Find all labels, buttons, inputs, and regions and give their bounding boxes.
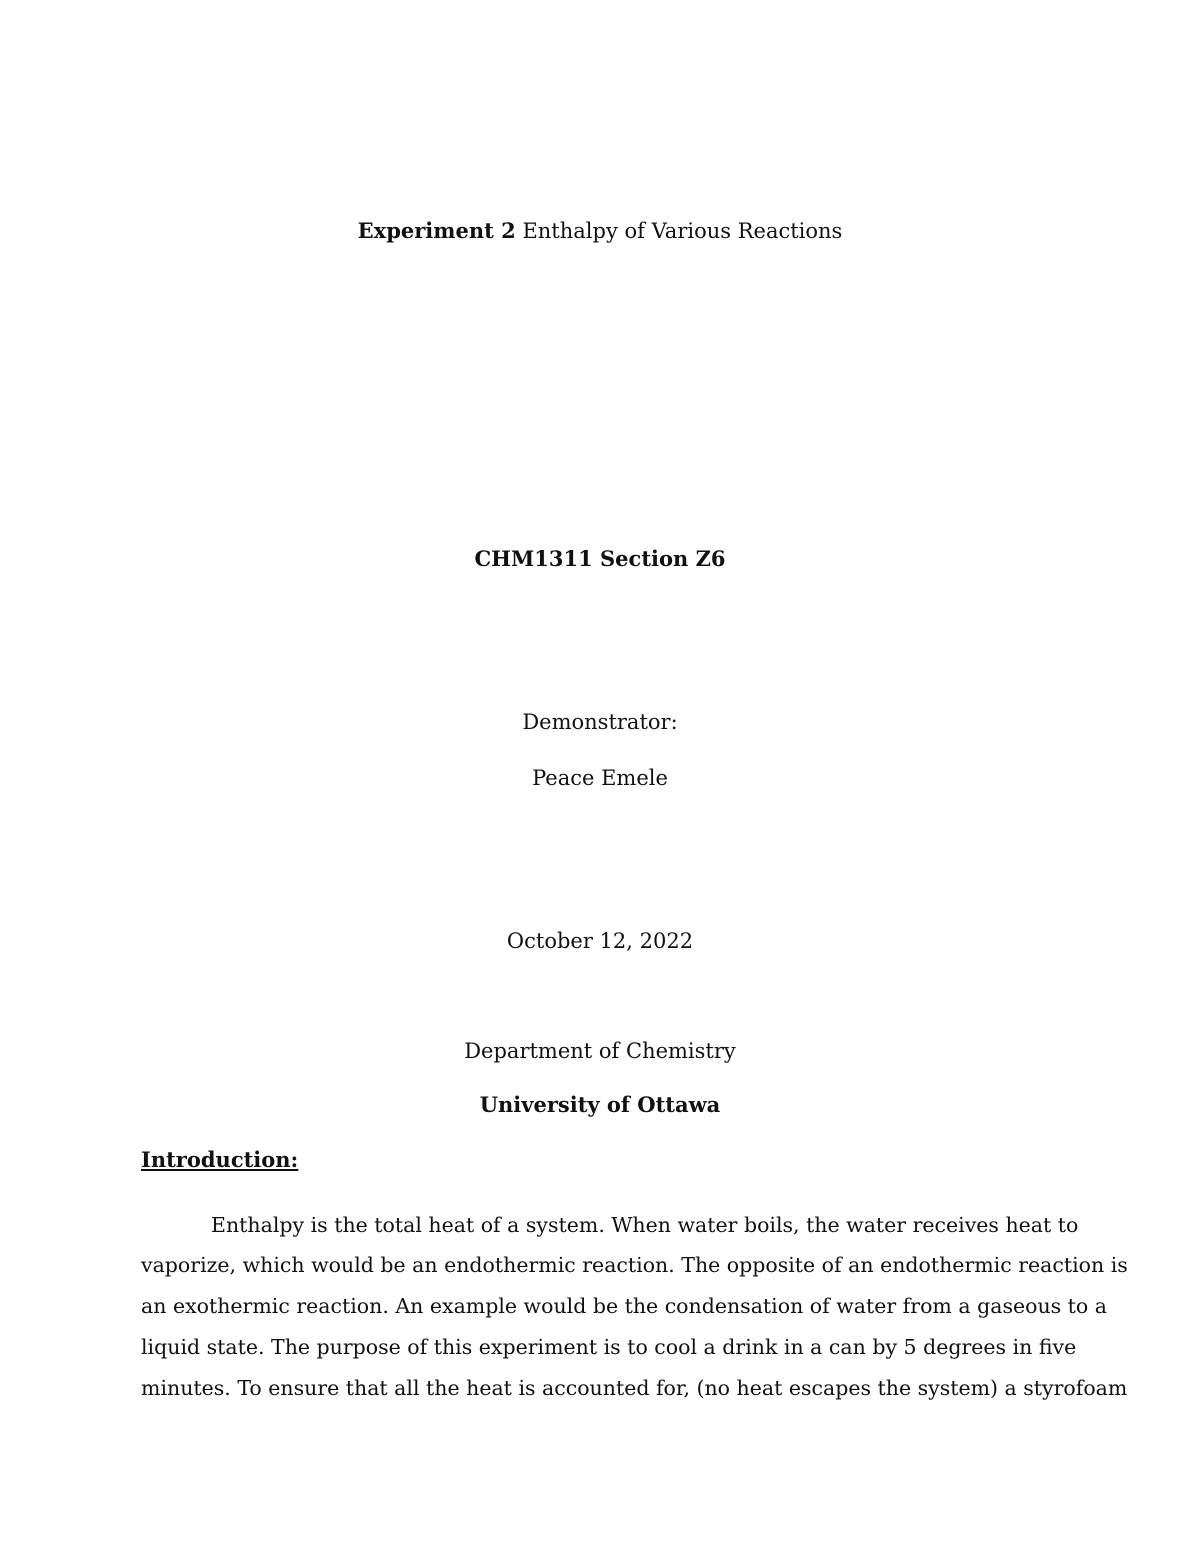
introduction-line: an exothermic reaction. An example would be the condensation of water from a gaseous to a (141, 1294, 1108, 1318)
introduction-heading: Introduction: (141, 1147, 299, 1172)
course-section: CHM1311 Section Z6 (474, 546, 726, 571)
introduction-line: liquid state. The purpose of this experiment is to cool a drink in a can by 5 degrees in five (141, 1335, 1077, 1359)
introduction-line: vaporize, which would be an endothermic reaction. The opposite of an endothermic reaction is (141, 1253, 1128, 1277)
department-name: Department of Chemistry (464, 1039, 736, 1063)
university-name: University of Ottawa (479, 1092, 721, 1117)
report-title-experiment-number: Experiment 2 (357, 218, 516, 243)
introduction-line: Enthalpy is the total heat of a system. When water boils, the water receives heat to (211, 1213, 1079, 1237)
demonstrator-name: Peace Emele (532, 766, 668, 790)
report-title-text: Enthalpy of Various Reactions (515, 219, 843, 243)
report-date: October 12, 2022 (506, 929, 694, 953)
demonstrator-label: Demonstrator: (522, 710, 678, 734)
report-title (0, 217, 1200, 245)
introduction-line: minutes. To ensure that all the heat is accounted for, (no heat escapes the system) a styrofoam (141, 1376, 1128, 1400)
